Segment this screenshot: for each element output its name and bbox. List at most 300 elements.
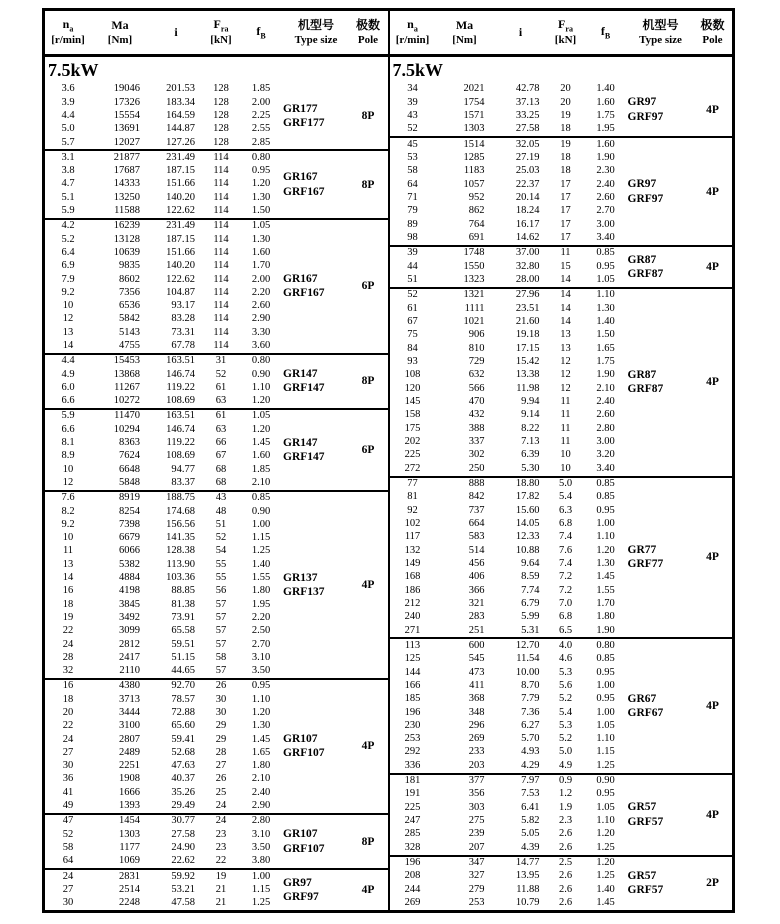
data-row <box>390 828 628 841</box>
pole-value: 4P <box>706 376 719 389</box>
table-right-half <box>390 11 733 910</box>
i-value: 187.15 <box>166 165 195 177</box>
na-value: 117 <box>404 531 421 543</box>
ma-value: 888 <box>468 477 485 489</box>
fra-value: 114 <box>213 220 229 232</box>
ma-value: 14333 <box>113 178 140 190</box>
na-value: 6.0 <box>61 381 75 393</box>
ma-value: 17326 <box>113 96 140 108</box>
na-value: 3.6 <box>61 83 75 95</box>
data-row <box>390 422 628 435</box>
group-rows <box>390 775 628 855</box>
fra-value: 51 <box>215 518 227 530</box>
i-value: 14.62 <box>515 232 540 244</box>
data-row <box>390 329 628 342</box>
i-value: 53.21 <box>171 883 195 895</box>
ma-value: 470 <box>468 395 485 407</box>
i-value: 10.00 <box>515 666 540 678</box>
na-unit: [r/min] <box>51 34 85 47</box>
fra-value: 13 <box>560 342 571 354</box>
ma-value: 6648 <box>119 463 140 475</box>
fra-value: 66 <box>215 437 227 449</box>
data-row <box>45 450 283 463</box>
fb-value: 0.80 <box>251 355 271 367</box>
i-value: 5.05 <box>521 828 540 840</box>
fb-value: 1.00 <box>251 870 271 882</box>
ma-value: 583 <box>468 531 485 543</box>
pole-value: 4P <box>706 551 719 564</box>
na-value: 185 <box>404 693 421 705</box>
fb-value: 2.70 <box>596 205 615 217</box>
group-rows <box>390 83 628 136</box>
data-row <box>45 410 283 423</box>
data-row <box>390 571 628 584</box>
data-row <box>390 759 628 772</box>
fra-value: 11 <box>560 395 571 407</box>
fra-value: 19 <box>215 870 227 882</box>
na-value: 6.9 <box>61 260 75 272</box>
fb-value: 1.80 <box>251 760 271 772</box>
fra-value: 114 <box>213 205 229 217</box>
ma-value: 366 <box>468 584 485 596</box>
na-value: 4.7 <box>61 178 75 190</box>
i-value: 93.17 <box>171 300 195 312</box>
ma-value: 545 <box>468 653 485 665</box>
data-row <box>45 368 283 381</box>
ma-value: 729 <box>468 355 485 367</box>
data-row <box>390 653 628 666</box>
ma-value: 1177 <box>119 841 140 853</box>
col-header-fb <box>239 25 283 41</box>
data-row <box>390 218 628 231</box>
i-value: 10.79 <box>515 897 540 909</box>
data-row <box>45 123 283 136</box>
na-value: 5.2 <box>61 233 75 245</box>
fra-value: 2.5 <box>558 857 573 869</box>
na-value: 81 <box>407 491 418 503</box>
i-value: 104.87 <box>166 286 195 298</box>
fb-value: 3.10 <box>251 828 271 840</box>
data-row <box>390 666 628 679</box>
type-size-value: GR77 <box>627 544 657 557</box>
fb-value: 1.70 <box>251 260 271 272</box>
i-value: 119.22 <box>166 381 195 393</box>
ma-value: 1754 <box>463 96 485 108</box>
data-row <box>390 178 628 191</box>
ma-value: 16239 <box>113 220 140 232</box>
data-row <box>390 274 628 287</box>
ma-value: 1321 <box>463 289 485 301</box>
fb-value: 0.95 <box>596 693 615 705</box>
type-size-value: GRF107 <box>283 842 325 855</box>
i-value: 146.74 <box>166 368 195 380</box>
ma-value: 764 <box>468 218 485 230</box>
fra-value: 6.8 <box>558 517 573 529</box>
fra-value: 23 <box>215 841 227 853</box>
na-value: 41 <box>62 786 74 798</box>
col-header-fra <box>203 18 239 47</box>
data-row <box>390 897 628 910</box>
data-row <box>45 381 283 394</box>
i-value: 24.90 <box>171 841 195 853</box>
fra-value: 128 <box>213 83 229 95</box>
na-value: 292 <box>404 746 421 758</box>
na-value: 10 <box>62 463 74 475</box>
fb-value: 2.70 <box>251 638 271 650</box>
i-value: 47.58 <box>171 897 195 909</box>
data-row <box>390 597 628 610</box>
data-row <box>390 396 628 409</box>
fra-symbol: F <box>213 16 221 31</box>
fb-value: 1.45 <box>251 437 271 449</box>
ma-value: 906 <box>468 329 485 341</box>
data-row <box>390 316 628 329</box>
i-value: 140.20 <box>166 191 195 203</box>
ma-symbol: Ma <box>455 17 474 32</box>
i-value: 5.99 <box>521 611 540 623</box>
fb-value: 1.95 <box>596 123 615 135</box>
motor-group <box>390 639 733 774</box>
fb-value: 0.95 <box>596 788 615 800</box>
ma-value: 13128 <box>113 233 140 245</box>
ma-value: 9835 <box>119 260 140 272</box>
motor-group <box>45 870 388 910</box>
fb-value: 1.50 <box>596 329 615 341</box>
i-value: 42.78 <box>515 83 540 95</box>
na-value: 12 <box>62 313 74 325</box>
na-value: 186 <box>404 584 421 596</box>
ma-value: 348 <box>468 706 485 718</box>
motor-group <box>45 492 388 680</box>
i-value: 47.63 <box>171 760 195 772</box>
i-value: 83.37 <box>171 476 195 488</box>
fb-value: 1.10 <box>596 289 615 301</box>
na-value: 14 <box>62 340 74 351</box>
na-symbol: n <box>62 16 70 31</box>
ma-value: 632 <box>468 369 485 381</box>
fra-value: 128 <box>213 136 229 148</box>
na-value: 144 <box>404 666 421 678</box>
data-row <box>390 693 628 706</box>
ma-value: 2248 <box>119 897 140 909</box>
na-value: 79 <box>407 205 418 217</box>
i-value: 128.38 <box>166 545 195 557</box>
i-value: 33.25 <box>515 110 540 122</box>
data-row <box>45 151 283 164</box>
data-row <box>45 492 283 505</box>
fb-symbol: f <box>256 23 261 38</box>
data-row <box>390 382 628 395</box>
fra-value: 24 <box>215 815 227 827</box>
fb-value: 1.55 <box>251 572 271 584</box>
i-value: 59.41 <box>171 733 195 745</box>
i-value: 40.37 <box>171 773 195 785</box>
motor-group <box>390 289 733 478</box>
data-row <box>390 110 628 123</box>
fb-value: 1.10 <box>251 381 271 393</box>
type-size-value: GRF167 <box>283 185 325 198</box>
na-value: 22 <box>62 625 74 637</box>
motor-group <box>45 680 388 815</box>
fra-value: 14 <box>560 302 571 314</box>
i-value: 88.85 <box>171 585 195 597</box>
data-row <box>45 828 283 841</box>
fb-value: 1.60 <box>596 96 615 108</box>
data-row <box>45 326 283 339</box>
fb-value: 3.00 <box>596 435 615 447</box>
fb-value: 2.20 <box>251 611 271 623</box>
motor-group <box>390 478 733 640</box>
na-value: 14 <box>62 572 74 584</box>
na-value: 196 <box>404 706 421 718</box>
i-value: 10.88 <box>515 544 540 556</box>
type-size-labels <box>283 355 349 408</box>
data-row <box>390 857 628 870</box>
fra-value: 30 <box>215 706 227 718</box>
data-row <box>390 639 628 652</box>
na-value: 5.1 <box>61 191 75 203</box>
i-value: 19.18 <box>515 329 540 341</box>
fb-value: 1.30 <box>251 191 271 203</box>
na-value: 67 <box>407 315 418 327</box>
type-label-cjk: 机型号 <box>642 17 679 32</box>
i-value: 6.27 <box>521 719 540 731</box>
fb-value: 1.15 <box>251 883 271 895</box>
fra-value: 63 <box>215 423 227 435</box>
fb-value: 1.50 <box>251 205 271 217</box>
fra-value: 68 <box>215 476 227 488</box>
col-header-i <box>149 26 203 40</box>
na-value: 84 <box>407 342 418 354</box>
data-row <box>390 342 628 355</box>
na-value: 28 <box>62 651 74 663</box>
i-value: 44.65 <box>171 665 195 677</box>
pole-value: 4P <box>706 103 719 116</box>
i-value: 141.35 <box>166 532 195 544</box>
i-value: 27.58 <box>171 828 195 840</box>
na-value: 39 <box>407 247 418 259</box>
na-value: 4.4 <box>61 355 75 367</box>
ma-value: 3713 <box>119 693 140 705</box>
na-value: 149 <box>404 557 421 569</box>
ma-value: 456 <box>468 557 485 569</box>
ma-value: 2514 <box>119 883 140 895</box>
fra-value: 27 <box>215 760 227 772</box>
fra-value: 25 <box>215 786 227 798</box>
i-value: 32.05 <box>515 138 540 150</box>
data-row <box>390 449 628 462</box>
fb-value: 1.20 <box>596 544 615 556</box>
column-header-row <box>390 11 733 57</box>
na-value: 202 <box>404 435 421 447</box>
fb-value: 1.80 <box>596 611 615 623</box>
pole-label-en: Pole <box>702 33 723 46</box>
data-row <box>45 707 283 720</box>
col-header-fra <box>548 18 584 47</box>
fra-value: 17 <box>560 218 571 230</box>
fb-value: 0.95 <box>251 165 271 177</box>
data-row <box>45 746 283 759</box>
fra-value: 29 <box>215 720 227 732</box>
i-value: 9.14 <box>521 409 540 421</box>
data-row <box>390 247 628 260</box>
na-value: 208 <box>404 870 421 882</box>
pole-value: 8P <box>361 178 375 191</box>
type-size-value: GR97 <box>627 96 657 109</box>
data-row <box>45 220 283 233</box>
ma-value: 6679 <box>119 532 140 544</box>
na-value: 8.1 <box>61 437 75 449</box>
ma-value: 7356 <box>119 286 140 298</box>
i-value: 73.31 <box>171 326 195 338</box>
fb-value: 1.05 <box>596 801 615 813</box>
motor-group <box>45 410 388 492</box>
ma-value: 356 <box>468 788 485 800</box>
i-value: 35.26 <box>171 786 195 798</box>
fra-value: 114 <box>213 326 229 338</box>
fra-value: 28 <box>215 746 227 758</box>
ma-value: 1303 <box>119 828 140 840</box>
i-value: 11.54 <box>516 653 540 665</box>
type-size-value: GR147 <box>283 368 318 381</box>
pole-value: 6P <box>361 443 375 456</box>
group-rows <box>45 680 283 813</box>
i-value: 28.00 <box>515 274 540 285</box>
fra-value: 31 <box>215 355 227 367</box>
type-size-value: GRF167 <box>283 287 325 300</box>
na-value: 39 <box>407 96 418 108</box>
na-value: 247 <box>404 815 421 827</box>
fra-value: 23 <box>215 828 227 840</box>
pole-value: 4P <box>706 700 719 713</box>
ma-value: 1323 <box>463 274 485 285</box>
data-row <box>45 532 283 545</box>
na-value: 24 <box>62 638 74 650</box>
na-value: 158 <box>404 409 421 421</box>
data-row <box>390 815 628 828</box>
data-row <box>390 841 628 854</box>
fra-value: 128 <box>213 109 229 121</box>
fra-value: 7.4 <box>558 531 573 543</box>
ma-value: 253 <box>468 897 485 909</box>
fra-value: 7.0 <box>558 597 573 609</box>
type-size-labels <box>283 815 349 868</box>
fb-value: 3.80 <box>251 855 271 867</box>
na-value: 5.0 <box>61 123 75 135</box>
fra-value: 17 <box>560 192 571 204</box>
data-row <box>45 612 283 625</box>
pole-value: 8P <box>361 110 375 123</box>
fb-value: 0.80 <box>596 639 615 651</box>
fb-value: 1.75 <box>596 355 615 367</box>
pole-value: 4P <box>706 808 719 821</box>
i-value: 15.42 <box>515 355 540 367</box>
data-row <box>45 870 283 883</box>
i-value: 78.57 <box>171 693 195 705</box>
na-value: 253 <box>404 733 421 745</box>
fb-value: 3.00 <box>596 218 615 230</box>
ma-value: 13250 <box>113 191 140 203</box>
na-value: 13 <box>62 558 74 570</box>
fra-value: 5.0 <box>558 746 573 758</box>
na-value: 13 <box>62 326 74 338</box>
fra-value: 29 <box>215 733 227 745</box>
ma-value: 15453 <box>113 355 140 367</box>
data-row <box>45 355 283 368</box>
i-value: 14.77 <box>515 857 540 869</box>
fra-value: 4.0 <box>558 639 573 651</box>
fb-value: 3.50 <box>251 841 271 853</box>
na-value: 6.6 <box>61 423 75 435</box>
type-size-value: GR107 <box>283 733 318 746</box>
fb-value: 0.95 <box>596 666 615 678</box>
ma-value: 3845 <box>119 598 140 610</box>
motor-group <box>390 247 733 289</box>
i-value: 23.51 <box>515 302 540 314</box>
fb-value: 0.85 <box>251 492 271 504</box>
ma-unit: [Nm] <box>107 33 133 46</box>
ma-value: 2417 <box>119 651 140 663</box>
na-value: 19 <box>62 611 74 623</box>
fb-value: 1.10 <box>596 531 615 543</box>
i-value: 7.53 <box>521 788 540 800</box>
type-size-value: GRF87 <box>627 383 664 396</box>
fra-value: 22 <box>215 855 227 867</box>
ma-value: 250 <box>468 462 485 474</box>
fra-value: 2.3 <box>558 815 573 827</box>
type-size-labels <box>628 247 694 287</box>
data-row <box>390 557 628 570</box>
fra-value: 0.9 <box>558 775 573 787</box>
group-rows <box>390 289 628 476</box>
ma-value: 13691 <box>113 123 140 135</box>
fb-value: 1.20 <box>251 706 271 718</box>
i-value: 6.39 <box>521 449 540 461</box>
fra-value: 11 <box>560 435 571 447</box>
fra-value: 57 <box>215 611 227 623</box>
data-row <box>390 205 628 218</box>
i-value: 6.79 <box>521 597 540 609</box>
data-row <box>390 518 628 531</box>
fb-value: 3.40 <box>596 462 615 474</box>
data-row <box>390 356 628 369</box>
i-value: 8.59 <box>521 571 540 583</box>
fra-value: 114 <box>213 151 229 163</box>
fb-value: 1.45 <box>596 897 615 909</box>
type-size-labels <box>628 289 694 476</box>
i-value: 81.38 <box>171 598 195 610</box>
na-value: 36 <box>62 773 74 785</box>
column-header-row <box>45 11 388 57</box>
pole-label-cjk: 极数 <box>355 17 380 32</box>
ma-value: 862 <box>468 205 485 217</box>
fra-value: 2.6 <box>558 897 573 909</box>
ma-value: 3444 <box>119 706 140 718</box>
fb-value: 1.00 <box>596 517 615 529</box>
ma-value: 7624 <box>119 450 140 462</box>
fb-value: 1.90 <box>596 624 615 636</box>
group-rows <box>45 410 283 490</box>
i-value: 140.20 <box>166 260 195 272</box>
col-header-ma <box>436 19 494 47</box>
na-value: 10 <box>62 532 74 544</box>
fra-value: 61 <box>215 410 227 422</box>
fb-value: 1.25 <box>596 759 615 771</box>
ma-value: 1111 <box>464 302 485 314</box>
type-size-value: GRF107 <box>283 747 325 760</box>
data-row <box>45 205 283 218</box>
data-row <box>390 302 628 315</box>
